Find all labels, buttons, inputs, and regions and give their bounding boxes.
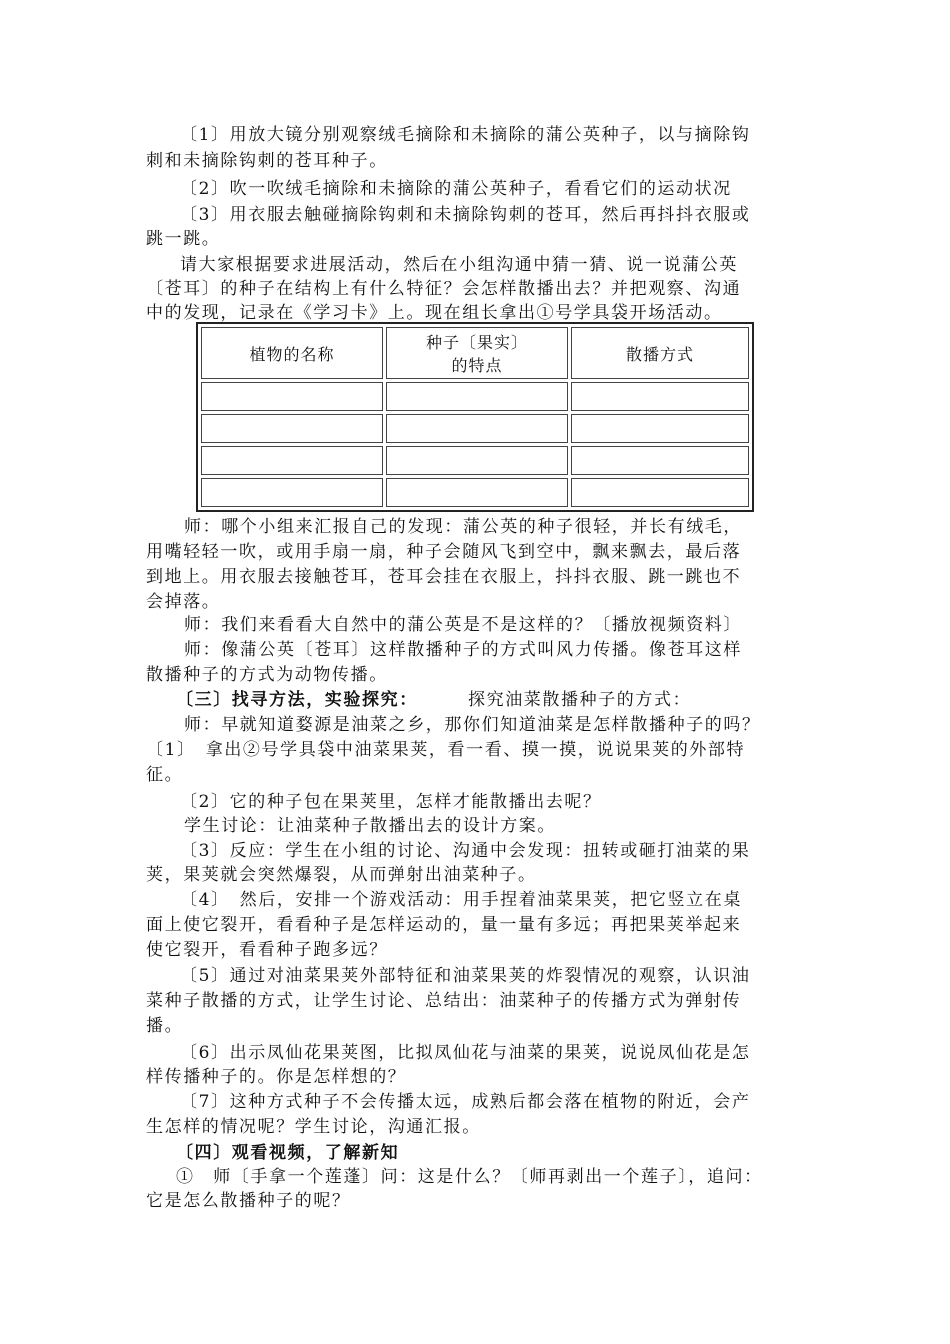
text-line: 师：像蒲公英〔苍耳〕这样散播种子的方式叫风力传播。像苍耳这样 [184,640,742,660]
text-line: 到地上。用衣服去接触苍耳，苍耳会挂在衣服上，抖抖衣服、跳一跳也不 [146,567,742,587]
text-line: 会掉落。 [146,592,221,612]
text-line: 样传播种子的。你是怎样想的？ [146,1067,407,1087]
text-line: 〔2〕它的种子包在果荚里，怎样才能散播出去呢？ [180,792,602,812]
text-line: 它是怎么散播种子的呢？ [146,1191,351,1211]
table-cell [386,414,568,443]
text-line: 探究油菜散播种子的方式： [468,690,692,710]
text-line: 使它裂开，看看种子跑多远？ [146,940,388,960]
text-line: 荚，果荚就会突然爆裂，从而弹射出油菜种子。 [146,865,537,885]
table-cell [386,478,568,507]
text-line: 征。 [146,765,184,785]
text-line: 〔5〕通过对油菜果荚外部特征和油菜果荚的炸裂情况的观察，认识油 [180,966,751,986]
table-row [201,478,749,507]
text-line: 生怎样的情况呢？学生讨论，沟通汇报。 [146,1117,481,1137]
table-cell [386,446,568,475]
header-seed-features [386,327,568,379]
table-row [201,446,749,475]
text-line: 跳一跳。 [146,229,221,249]
text-line: 菜种子散播的方式，让学生讨论、总结出：油菜种子的传播方式为弹射传 [146,991,742,1011]
text-line: 用嘴轻轻一吹，或用手扇一扇，种子会随风飞到空中，飘来飘去，最后落 [146,542,742,562]
text-line: 中的发现，记录在《学习卡》上。现在组长拿出①号学具袋开场活动。 [146,303,723,323]
table-row [201,414,749,443]
text-line: 刺和未摘除钩刺的苍耳种子。 [146,151,388,171]
text-line: 面上使它裂开，看看种子是怎样运动的，量一量有多远；再把果荚举起来 [146,915,742,935]
table-cell [201,382,383,411]
text-line: 〔2〕吹一吹绒毛摘除和未摘除的蒲公英种子，看看它们的运动状况 [180,179,732,199]
table-cell [571,478,749,507]
text-line: 〔三〕找寻方法，实验探究： [176,690,418,710]
text-line: 〔四〕观看视频，了解新知 [176,1143,400,1163]
text-line: ① 师〔手拿一个莲蓬〕问：这是什么？〔师再剥出一个莲子〕，追问： [176,1167,763,1187]
text-line: 〔1〕用放大镜分别观察绒毛摘除和未摘除的蒲公英种子，以与摘除钩 [180,125,751,145]
study-card-table [196,322,754,512]
table-cell [201,414,383,443]
table-cell [571,382,749,411]
text-line: 师：我们来看看大自然中的蒲公英是不是这样的？〔播放视频资料〕 [184,615,742,635]
text-line: 散播种子的方式为动物传播。 [146,665,388,685]
text-line: 播。 [146,1016,184,1036]
text-line: 〔3〕用衣服去触碰摘除钩刺和未摘除钩刺的苍耳，然后再抖抖衣服或 [180,205,751,225]
header-seed-features-line1: 种子〔果实〕 [425,333,528,352]
table-cell [201,446,383,475]
text-line: 〔4〕 然后，安排一个游戏活动：用手捏着油菜果荚，把它竖立在桌 [180,890,742,910]
text-line: 〔6〕出示凤仙花果荚图，比拟凤仙花与油菜的果荚，说说凤仙花是怎 [180,1043,751,1063]
header-seed-features-line2: 的特点 [451,356,503,375]
table-cell [201,478,383,507]
table-cell [386,382,568,411]
table-cell [571,446,749,475]
header-plant-name: 植物的名称 [201,327,383,379]
table-row [201,382,749,411]
text-line: 〔3〕反应：学生在小组的讨论、沟通中会发现：扭转或砸打油菜的果 [180,841,751,861]
header-dispersal-method: 散播方式 [571,327,749,379]
text-line: 请大家根据要求进展活动，然后在小组沟通中猜一猜、说一说蒲公英 [180,255,738,275]
text-line: 师：哪个小组来汇报自己的发现：蒲公英的种子很轻，并长有绒毛， [184,517,742,537]
text-line: 〔苍耳〕的种子在结构上有什么特征？会怎样散播出去？并把观察、沟通 [146,279,742,299]
text-line: 师：早就知道婺源是油菜之乡，那你们知道油菜是怎样散播种子的吗？ [184,715,761,735]
text-line: 〔7〕这种方式种子不会传播太远，成熟后都会落在植物的附近，会产 [180,1092,751,1112]
text-line: 学生讨论：让油菜种子散播出去的设计方案。 [184,816,556,836]
table-cell [571,414,749,443]
table-header-row [201,327,749,379]
text-line: 〔1〕 拿出②号学具袋中油菜果荚，看一看、摸一摸，说说果荚的外部特 [146,740,746,760]
